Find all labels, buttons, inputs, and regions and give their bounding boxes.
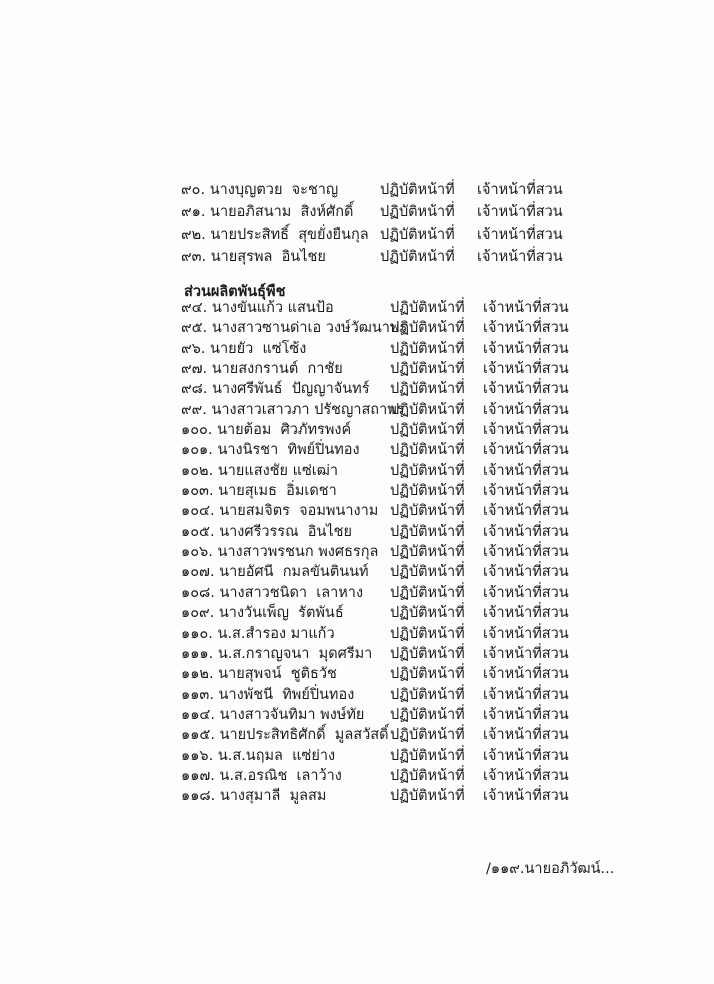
continuation-note: /๑๑๙.นายอภิวัฒน์... — [486, 861, 615, 877]
staff-number-and-name: ๑๐๙. นางวันเพ็ญ รัตพันธ์ — [181, 605, 344, 622]
position-label: เจ้าหน้าที่สวน — [483, 666, 569, 683]
position-label: เจ้าหน้าที่สวน — [483, 340, 569, 357]
staff-number-and-name: ๙๕. นางสาวซานด่าเอ วงษ์วัฒนาพร — [181, 320, 408, 337]
position-label: เจ้าหน้าที่สวน — [483, 462, 569, 479]
staff-number-and-name: ๑๑๒. นายสุพจน์ ชูติธวัช — [181, 666, 337, 683]
staff-number-and-name: ๙๑. นายอภิสนาม สิงห์ศักดิ์ — [181, 204, 354, 221]
duty-label: ปฏิบัติหน้าที่ — [390, 320, 465, 337]
duty-label: ปฏิบัติหน้าที่ — [390, 422, 465, 439]
staff-row — [181, 503, 569, 523]
position-label: เจ้าหน้าที่สวน — [477, 204, 563, 221]
duty-label: ปฏิบัติหน้าที่ — [380, 204, 455, 221]
position-label: เจ้าหน้าที่สวน — [483, 503, 569, 520]
staff-row — [181, 341, 569, 361]
position-label: เจ้าหน้าที่สวน — [483, 401, 569, 418]
position-label: เจ้าหน้าที่สวน — [483, 381, 569, 398]
position-label: เจ้าหน้าที่สวน — [483, 625, 569, 642]
staff-row — [181, 483, 569, 503]
position-label: เจ้าหน้าที่สวน — [483, 361, 569, 378]
staff-row — [181, 605, 569, 625]
staff-row — [181, 748, 569, 768]
position-label: เจ้าหน้าที่สวน — [483, 422, 569, 439]
staff-row — [181, 727, 569, 747]
staff-row — [181, 361, 569, 381]
staff-number-and-name: ๑๐๖. นางสาวพรชนก พงศธรกุล — [181, 544, 379, 561]
staff-row — [181, 463, 569, 483]
duty-label: ปฏิบัติหน้าที่ — [390, 747, 465, 764]
staff-number-and-name: ๙๐. นางบุญตวย จะชาญ — [181, 182, 339, 198]
staff-row — [181, 422, 569, 442]
staff-row — [181, 227, 563, 249]
staff-row — [181, 707, 569, 727]
position-label: เจ้าหน้าที่สวน — [483, 747, 569, 764]
staff-row — [181, 182, 563, 204]
duty-label: ปฏิบัติหน้าที่ — [390, 645, 465, 662]
staff-number-and-name: ๑๑๗. น.ส.อรณิช เลาว้าง — [181, 767, 342, 784]
position-label: เจ้าหน้าที่สวน — [483, 788, 569, 805]
staff-number-and-name: ๙๓. นายสุรพล อินไชย — [181, 249, 326, 266]
duty-label: ปฏิบัติหน้าที่ — [390, 727, 465, 744]
staff-number-and-name: ๑๐๓. นายสุเมธ อิ่มเดชา — [181, 483, 337, 500]
staff-row — [181, 381, 569, 401]
position-label: เจ้าหน้าที่สวน — [483, 605, 569, 622]
staff-number-and-name: ๑๐๔. นายสมจิตร จอมพนางาม — [181, 503, 379, 520]
staff-number-and-name: ๑๐๕. นางศรีวรรณ อินไชย — [181, 523, 353, 540]
duty-label: ปฏิบัติหน้าที่ — [390, 767, 465, 784]
staff-row — [181, 249, 563, 271]
position-label: เจ้าหน้าที่สวน — [477, 182, 563, 198]
staff-number-and-name: ๑๑๓. นางพัชนี ทิพย์ปิ่นทอง — [181, 686, 355, 703]
position-label: เจ้าหน้าที่สวน — [483, 544, 569, 561]
duty-label: ปฏิบัติหน้าที่ — [390, 788, 465, 805]
staff-number-and-name: ๙๙. นางสาวเสาวภา ปรัชญาสถาพร — [181, 401, 405, 418]
duty-label: ปฏิบัติหน้าที่ — [390, 666, 465, 683]
staff-number-and-name: ๙๒. นายประสิทธิ์ สุขยั่งยืนกุล — [181, 226, 369, 243]
duty-label: ปฏิบัติหน้าที่ — [380, 249, 455, 266]
position-label: เจ้าหน้าที่สวน — [483, 564, 569, 581]
position-label: เจ้าหน้าที่สวน — [483, 686, 569, 703]
staff-row — [181, 204, 563, 226]
staff-number-and-name: ๑๐๘. นางสาวชนิดา เลาหาง — [181, 584, 364, 601]
position-label: เจ้าหน้าที่สวน — [477, 249, 563, 266]
staff-number-and-name: ๙๔. นางขันแก้ว แสนป้อ — [181, 300, 334, 316]
staff-row — [181, 544, 569, 564]
staff-row — [181, 646, 569, 666]
duty-label: ปฏิบัติหน้าที่ — [390, 625, 465, 642]
staff-number-and-name: ๑๑๐. น.ส.สำรอง มาแก้ว — [181, 625, 335, 642]
duty-label: ปฏิบัติหน้าที่ — [390, 401, 465, 418]
duty-label: ปฏิบัติหน้าที่ — [390, 381, 465, 398]
staff-number-and-name: ๙๖. นายยัว แซ่โซ้ง — [181, 340, 307, 357]
staff-row — [181, 687, 569, 707]
position-label: เจ้าหน้าที่สวน — [483, 300, 569, 316]
position-label: เจ้าหน้าที่สวน — [483, 727, 569, 744]
duty-label: ปฏิบัติหน้าที่ — [380, 182, 455, 198]
staff-number-and-name: ๑๐๐. นายต้อม ศิวภัทรพงค์ — [181, 422, 352, 439]
duty-label: ปฏิบัติหน้าที่ — [390, 706, 465, 723]
staff-row — [181, 666, 569, 686]
staff-number-and-name: ๑๐๒. นายแสงชัย แซ่เฒ่า — [181, 462, 338, 479]
position-label: เจ้าหน้าที่สวน — [483, 767, 569, 784]
duty-label: ปฏิบัติหน้าที่ — [390, 442, 465, 459]
staff-row — [181, 788, 569, 808]
duty-label: ปฏิบัติหน้าที่ — [390, 544, 465, 561]
staff-number-and-name: ๑๑๕. นายประสิทธิศักดิ์ มูลสวัสดิ์ — [181, 727, 389, 744]
duty-label: ปฏิบัติหน้าที่ — [390, 605, 465, 622]
staff-row — [181, 626, 569, 646]
staff-number-and-name: ๙๘. นางศรีพันธ์ ปัญญาจันทร์ — [181, 381, 370, 398]
staff-number-and-name: ๙๗. นายสงกรานต์ กาชัย — [181, 361, 343, 378]
duty-label: ปฏิบัติหน้าที่ — [390, 483, 465, 500]
position-label: เจ้าหน้าที่สวน — [483, 584, 569, 601]
duty-label: ปฏิบัติหน้าที่ — [390, 361, 465, 378]
staff-row — [181, 768, 569, 788]
position-label: เจ้าหน้าที่สวน — [483, 645, 569, 662]
position-label: เจ้าหน้าที่สวน — [483, 523, 569, 540]
staff-row — [181, 564, 569, 584]
staff-row — [181, 442, 569, 462]
duty-label: ปฏิบัติหน้าที่ — [390, 503, 465, 520]
staff-number-and-name: ๑๑๔. นางสาวจันทิมา พงษ์ทัย — [181, 706, 365, 723]
section-heading-plant-production: ส่วนผลิตพันธุ์พืช — [184, 284, 286, 300]
staff-list-block-2-plant-production — [181, 300, 569, 809]
duty-label: ปฏิบัติหน้าที่ — [390, 686, 465, 703]
staff-number-and-name: ๑๐๑. นางนิรชา ทิพย์ปิ่นทอง — [181, 442, 360, 459]
staff-row — [181, 320, 569, 340]
duty-label: ปฏิบัติหน้าที่ — [390, 340, 465, 357]
position-label: เจ้าหน้าที่สวน — [483, 320, 569, 337]
position-label: เจ้าหน้าที่สวน — [483, 442, 569, 459]
staff-number-and-name: ๑๑๘. นางสุมาลี มูลสม — [181, 788, 327, 805]
staff-row — [181, 524, 569, 544]
staff-row — [181, 402, 569, 422]
duty-label: ปฏิบัติหน้าที่ — [390, 584, 465, 601]
position-label: เจ้าหน้าที่สวน — [483, 706, 569, 723]
staff-row — [181, 585, 569, 605]
duty-label: ปฏิบัติหน้าที่ — [390, 564, 465, 581]
staff-number-and-name: ๑๑๑. น.ส.กราญจนา มุดศรีมา — [181, 645, 373, 662]
duty-label: ปฏิบัติหน้าที่ — [380, 226, 455, 243]
position-label: เจ้าหน้าที่สวน — [477, 226, 563, 243]
duty-label: ปฏิบัติหน้าที่ — [390, 300, 465, 316]
staff-number-and-name: ๑๐๗. นายอัศนี กมลขันตินนท์ — [181, 564, 369, 581]
staff-row — [181, 300, 569, 320]
duty-label: ปฏิบัติหน้าที่ — [390, 523, 465, 540]
staff-number-and-name: ๑๑๖. น.ส.นฤมล แซ่ย่าง — [181, 747, 336, 764]
staff-list-block-1 — [181, 182, 563, 272]
duty-label: ปฏิบัติหน้าที่ — [390, 462, 465, 479]
position-label: เจ้าหน้าที่สวน — [483, 483, 569, 500]
